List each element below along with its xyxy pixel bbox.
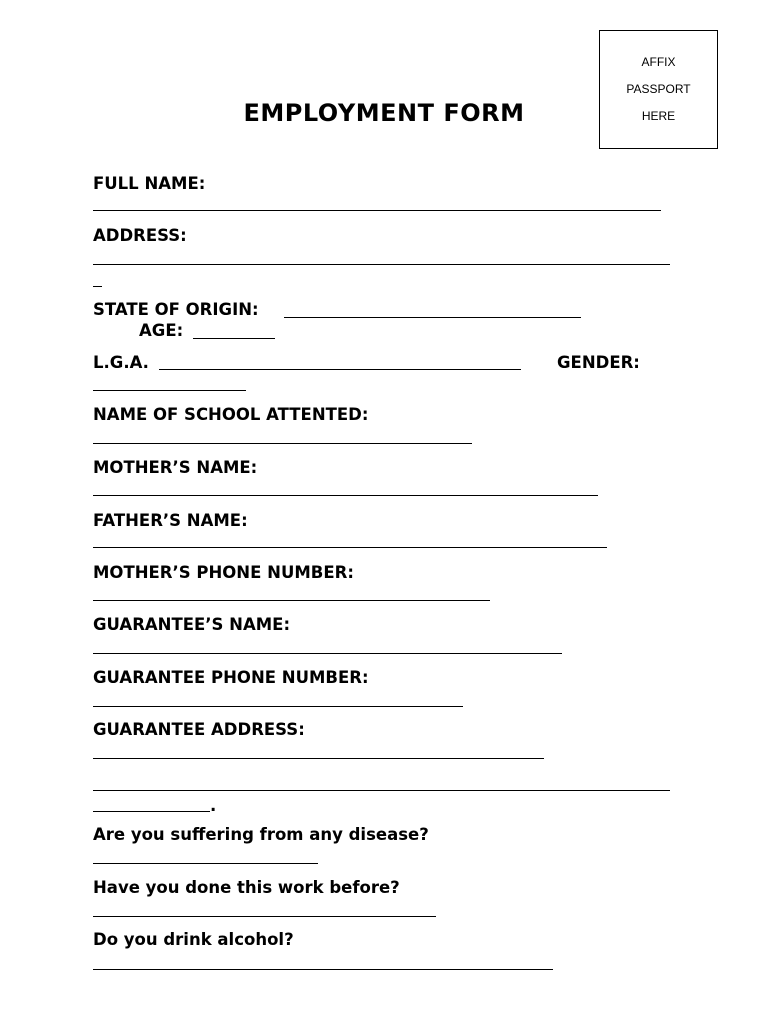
guarantee-address-end-period: . — [210, 796, 217, 815]
work-before-question: Have you done this work before? — [93, 878, 400, 897]
alcohol-field[interactable] — [93, 969, 553, 970]
guarantee-address-field-1[interactable] — [93, 758, 544, 759]
school-field[interactable] — [93, 443, 472, 444]
full-name-label: FULL NAME: — [93, 174, 206, 193]
guarantee-phone-field[interactable] — [93, 706, 463, 707]
guarantee-address-field-3[interactable] — [93, 811, 210, 812]
address-field[interactable] — [93, 264, 670, 265]
passport-box-line-2: PASSPORT — [626, 82, 691, 96]
guarantee-address-label: GUARANTEE ADDRESS: — [93, 720, 305, 739]
school-label: NAME OF SCHOOL ATTENTED: — [93, 405, 369, 424]
gender-label: GENDER: — [557, 353, 640, 372]
address-field-continuation[interactable] — [93, 286, 102, 287]
passport-box-line-3: HERE — [641, 109, 676, 123]
guarantee-name-label: GUARANTEE’S NAME: — [93, 615, 291, 634]
mother-phone-label: MOTHER’S PHONE NUMBER: — [93, 563, 354, 582]
guarantee-name-field[interactable] — [93, 653, 562, 654]
full-name-field[interactable] — [93, 210, 661, 211]
lga-label: L.G.A. — [93, 353, 149, 372]
mother-name-label: MOTHER’S NAME: — [93, 458, 258, 477]
mother-name-field[interactable] — [93, 495, 598, 496]
disease-question: Are you suffering from any disease? — [93, 825, 429, 844]
age-field[interactable] — [193, 338, 275, 339]
guarantee-address-field-2[interactable] — [93, 790, 670, 791]
state-of-origin-field[interactable] — [284, 317, 581, 318]
alcohol-question: Do you drink alcohol? — [93, 930, 294, 949]
mother-phone-field[interactable] — [93, 600, 490, 601]
father-name-field[interactable] — [93, 547, 607, 548]
work-before-field[interactable] — [93, 916, 436, 917]
father-name-label: FATHER’S NAME: — [93, 511, 248, 530]
guarantee-phone-label: GUARANTEE PHONE NUMBER: — [93, 668, 369, 687]
address-label: ADDRESS: — [93, 226, 187, 245]
form-title: EMPLOYMENT FORM — [243, 99, 525, 127]
passport-box-line-1: AFFIX — [641, 55, 676, 69]
lga-field[interactable] — [159, 369, 521, 370]
disease-field[interactable] — [93, 863, 318, 864]
passport-photo-box — [599, 30, 718, 149]
gender-field[interactable] — [93, 390, 246, 391]
state-of-origin-label: STATE OF ORIGIN: — [93, 300, 259, 319]
age-label: AGE: — [139, 321, 184, 340]
